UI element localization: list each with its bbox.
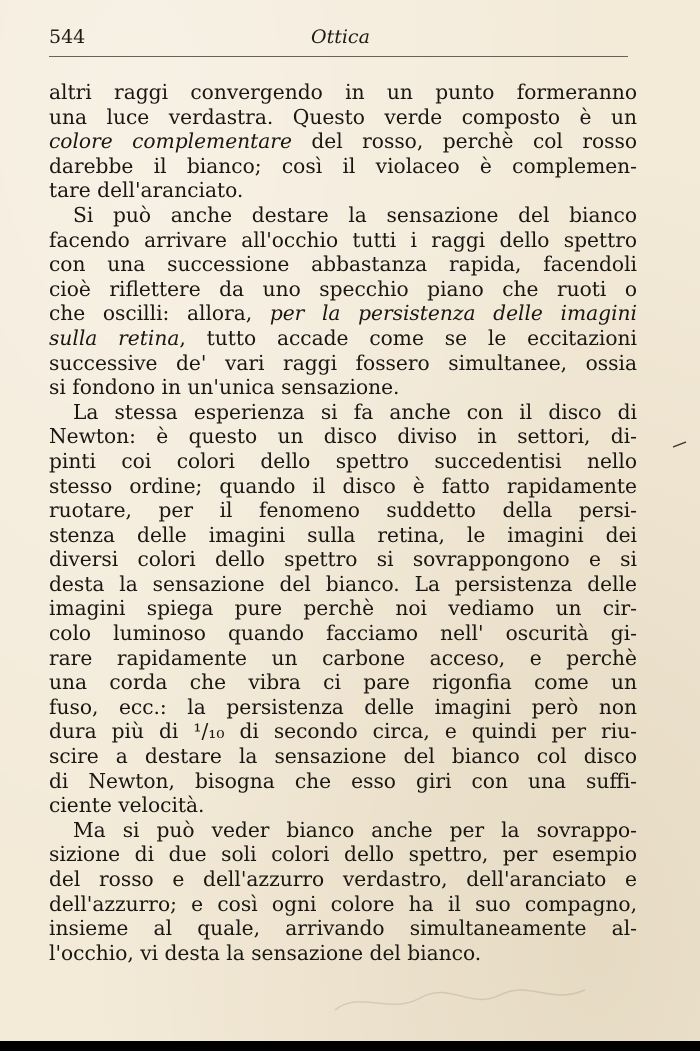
text-line [49,80,637,105]
text-line [49,351,637,376]
text-line [49,474,637,499]
italic-text: sulla retina [49,325,180,350]
text-span: insieme al quale, arrivando simultaneamente al- [49,916,637,941]
text-span: una luce verdastra. Questo verde composto è un [49,104,637,129]
text-line [49,154,637,179]
text-span: sizione di due soli colori dello spettro, per esempio [49,842,637,867]
text-span: stenza delle imagini sulla retina, le imagini dei [49,522,637,547]
body-text [49,80,637,965]
text-line [49,400,637,425]
paragraph [49,80,637,203]
text-line [49,105,637,130]
text-span: rare rapidamente un carbone acceso, e perchè [49,645,637,670]
text-span: Newton: è questo un disco diviso in settori, di- [49,424,637,449]
page-number: 544 [49,26,86,48]
text-span: ruotare, per il fenomeno suddetto della persi- [49,498,637,523]
text-span: darebbe il bianco; così il violaceo è complemen- [49,153,637,178]
text-line [49,621,637,646]
text-line [49,842,637,867]
text-line [49,301,637,326]
text-span: di Newton, bisogna che esso giri con una suffi- [49,768,637,793]
text-line [49,572,637,597]
text-span: dura più di ¹/₁₀ di secondo circa, e quindi per riu- [49,719,637,744]
text-span: successive de' vari raggi fossero simultanee, ossia [49,350,637,375]
text-line [49,596,637,621]
text-span: imagini spiega pure perchè noi vediamo un cir- [49,596,637,621]
text-span: diversi colori dello spettro si sovrappongono e si [49,547,637,572]
pencil-scribble [330,980,590,1020]
text-line [49,916,637,941]
text-line [49,424,637,449]
text-span: fuso, ecc.: la persistenza delle imagini però non [49,694,637,719]
text-span: del rosso, perchè col rosso [291,129,638,154]
text-line [49,375,637,400]
text-span: altri raggi convergendo in un punto formeranno [49,80,637,104]
text-span: tare dell'aranciato. [49,178,244,203]
text-line [49,228,637,253]
text-span: Si può anche destare la sensazione del bianco [73,202,637,227]
text-span: colo luminoso quando facciamo nell' oscurità gi- [49,621,637,646]
text-line [49,769,637,794]
text-span: desta la sensazione del bianco. La persistenza delle [49,571,637,596]
text-line [49,547,637,572]
text-line [49,129,637,154]
running-head [49,26,627,50]
text-line [49,818,637,843]
text-span: cioè riflettere da uno specchio piano che ruoti o [49,276,637,301]
text-span: che oscilli: allora, [49,301,270,326]
text-span: del rosso e dell'azzurro verdastro, dell'aranciato e [49,867,637,891]
paragraph [49,818,637,966]
text-span: si fondono in un'unica sensazione. [49,375,400,400]
text-line [49,203,637,228]
text-line [49,892,637,917]
text-line [49,523,637,548]
text-line [49,744,637,769]
text-span: l'occhio, vi desta la sensazione del bianco. [49,940,482,965]
text-line [49,670,637,695]
text-line [49,941,637,966]
text-line [49,719,637,744]
text-line [49,252,637,277]
text-line [49,695,637,720]
text-span: una corda che vibra ci pare rigonfia come un [49,670,637,695]
text-line [49,449,637,474]
italic-text: colore complementare [49,129,292,154]
text-line [49,277,637,302]
header-rule [49,56,628,57]
italic-text: per la persistenza delle imagini [269,301,637,326]
text-span: La stessa esperienza si fa anche con il disco di [73,399,637,424]
text-span: pinti coi colori dello spettro succedentisi nello [49,448,637,473]
text-span: ciente velocità. [49,793,205,818]
text-span: facendo arrivare all'occhio tutti i raggi dello spettro [49,227,637,252]
text-line [49,793,637,818]
text-line [49,867,637,892]
text-line [49,646,637,671]
paragraph [49,203,637,400]
text-span: con una successione abbastanza rapida, facendoli [49,252,637,277]
margin-mark [672,441,688,449]
text-span: , tutto accade come se le eccitazioni [179,325,637,350]
text-line [49,498,637,523]
paragraph [49,400,637,818]
text-line [49,178,637,203]
text-span: Ma si può veder bianco anche per la sovrappo- [73,817,637,842]
text-span: dell'azzurro; e così ogni colore ha il suo compagno, [49,891,637,916]
text-line [49,326,637,351]
running-title: Ottica [311,26,370,48]
text-span: scire a destare la sensazione del bianco col disco [49,744,637,769]
text-span: stesso ordine; quando il disco è fatto rapidamente [49,473,637,498]
